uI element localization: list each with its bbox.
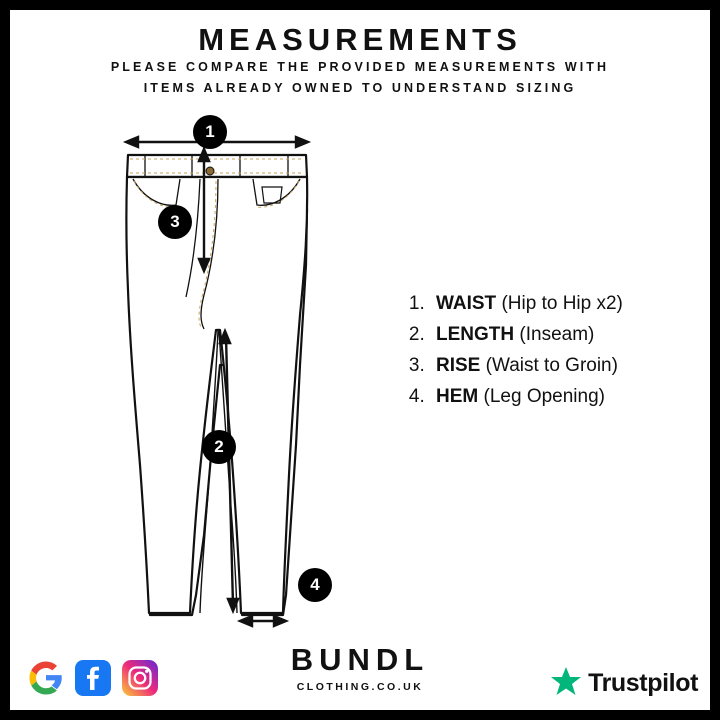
legend-detail-waist: (Hip to Hip x2) <box>501 293 623 314</box>
page-subtitle <box>70 57 650 99</box>
list-item <box>430 350 692 381</box>
brand-domain: CLOTHING.CO.UK <box>296 681 424 693</box>
legend-term-hem: HEM <box>436 386 479 407</box>
legend-term-rise: RISE <box>436 355 481 376</box>
measurement-legend <box>402 288 692 412</box>
subtitle-line-1: PLEASE COMPARE THE PROVIDED MEASUREMENTS WITH <box>110 60 610 74</box>
brand-logo <box>260 642 460 693</box>
legend-term-waist: WAIST <box>436 293 497 314</box>
card-inner <box>10 10 710 710</box>
trustpilot-label: Trustpilot <box>588 669 698 697</box>
social-links <box>28 660 158 696</box>
hem-marker: 4 <box>298 568 332 602</box>
legend-list <box>402 288 692 412</box>
legend-detail-rise: (Waist to Groin) <box>485 355 618 376</box>
legend-detail-hem: (Leg Opening) <box>483 386 605 407</box>
google-icon[interactable] <box>28 660 64 696</box>
waist-marker: 1 <box>193 115 227 149</box>
jeans-diagram <box>100 115 400 635</box>
legend-term-length: LENGTH <box>436 324 515 345</box>
instagram-icon[interactable] <box>122 660 158 696</box>
list-item <box>430 381 692 412</box>
length-marker: 2 <box>202 430 236 464</box>
rise-marker: 3 <box>158 205 192 239</box>
jeans-illustration <box>100 115 400 635</box>
brand-name: BUNDL <box>290 642 430 677</box>
list-item <box>430 319 692 350</box>
subtitle-line-2: ITEMS ALREADY OWNED TO UNDERSTAND SIZING <box>143 81 577 95</box>
trustpilot-badge[interactable] <box>550 665 698 702</box>
list-item <box>430 288 692 319</box>
page-title: MEASUREMENTS <box>198 22 522 57</box>
trustpilot-star-icon <box>550 665 582 702</box>
facebook-icon[interactable] <box>75 660 111 696</box>
legend-detail-length: (Inseam) <box>519 324 595 345</box>
